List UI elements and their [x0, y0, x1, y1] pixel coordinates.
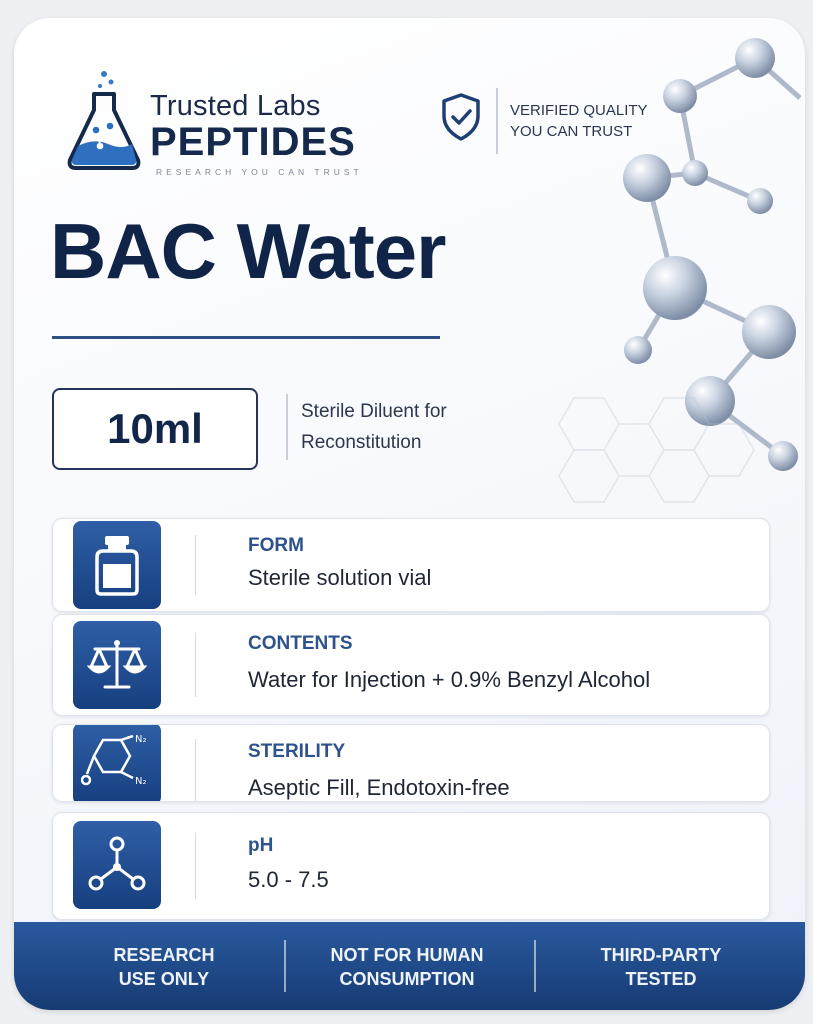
shield-check-icon [440, 92, 482, 142]
spec-value-form: Sterile solution vial [248, 565, 432, 590]
svg-text:N₂: N₂ [135, 734, 147, 745]
spec-row-contents [52, 614, 770, 716]
spec-label-sterility: STERILITY [248, 741, 346, 762]
spec-label-ph: pH [248, 835, 274, 856]
footer-not-for-human [292, 940, 522, 994]
badge-text [510, 100, 648, 142]
footer-item1-line1: RESEARCH [113, 945, 215, 965]
flask-logo-icon [64, 68, 144, 180]
vial-icon [93, 534, 141, 596]
molecule-icon-box [73, 821, 161, 909]
spec-row-ph [52, 812, 770, 920]
footer-research-use [54, 940, 274, 994]
description-divider [286, 394, 288, 460]
spec-value-ph: 5.0 - 7.5 [248, 867, 329, 892]
spec-label-form: FORM [248, 535, 304, 556]
spec-label-contents: CONTENTS [248, 633, 353, 654]
structure-icon-box [73, 724, 161, 802]
volume-badge: 10ml [52, 388, 258, 470]
brand-logo [64, 68, 384, 178]
verified-quality-badge [440, 88, 670, 158]
footer-item2-line1: NOT FOR HUMAN [330, 945, 484, 965]
hexagon-pattern-decoration [534, 378, 794, 538]
badge-text-line2: YOU CAN TRUST [510, 123, 633, 140]
badge-divider [496, 88, 498, 154]
product-title: BAC Water [50, 207, 446, 295]
brand-tagline: RESEARCH YOU CAN TRUST [156, 167, 363, 177]
molecule-icon [87, 835, 147, 895]
product-description [301, 396, 447, 458]
svg-text:N₂: N₂ [135, 776, 147, 787]
badge-text-line1: VERIFIED QUALITY [510, 102, 648, 119]
spec-divider [195, 833, 196, 899]
footer-item1-line2: USE ONLY [118, 969, 210, 989]
spec-value-sterility: Aseptic Fill, Endotoxin-free [248, 775, 510, 800]
brand-name-line2: PEPTIDES [150, 120, 356, 164]
spec-divider [195, 633, 196, 697]
footer-third-party [536, 940, 786, 994]
spec-row-form [52, 518, 770, 612]
spec-divider [195, 535, 196, 595]
chemical-structure-icon [81, 732, 153, 796]
balance-scale-icon [87, 637, 147, 693]
footer-item3-line2: TESTED [625, 969, 697, 989]
balance-icon-box [73, 621, 161, 709]
footer-item3-line1: THIRD-PARTY [600, 945, 722, 965]
spec-value-contents: Water for Injection + 0.9% Benzyl Alcohol [248, 667, 651, 692]
footer-banner [14, 922, 805, 1010]
product-label-card [14, 18, 805, 1010]
description-line1: Sterile Diluent for [301, 401, 447, 422]
description-line2: Reconstitution [301, 432, 422, 453]
footer-item2-line2: CONSUMPTION [339, 969, 475, 989]
vial-icon-box [73, 521, 161, 609]
brand-name-line1: Trusted Labs [150, 90, 321, 122]
spec-row-sterility [52, 724, 770, 802]
title-underline [52, 336, 440, 339]
spec-divider [195, 739, 196, 801]
footer-divider [284, 940, 286, 992]
